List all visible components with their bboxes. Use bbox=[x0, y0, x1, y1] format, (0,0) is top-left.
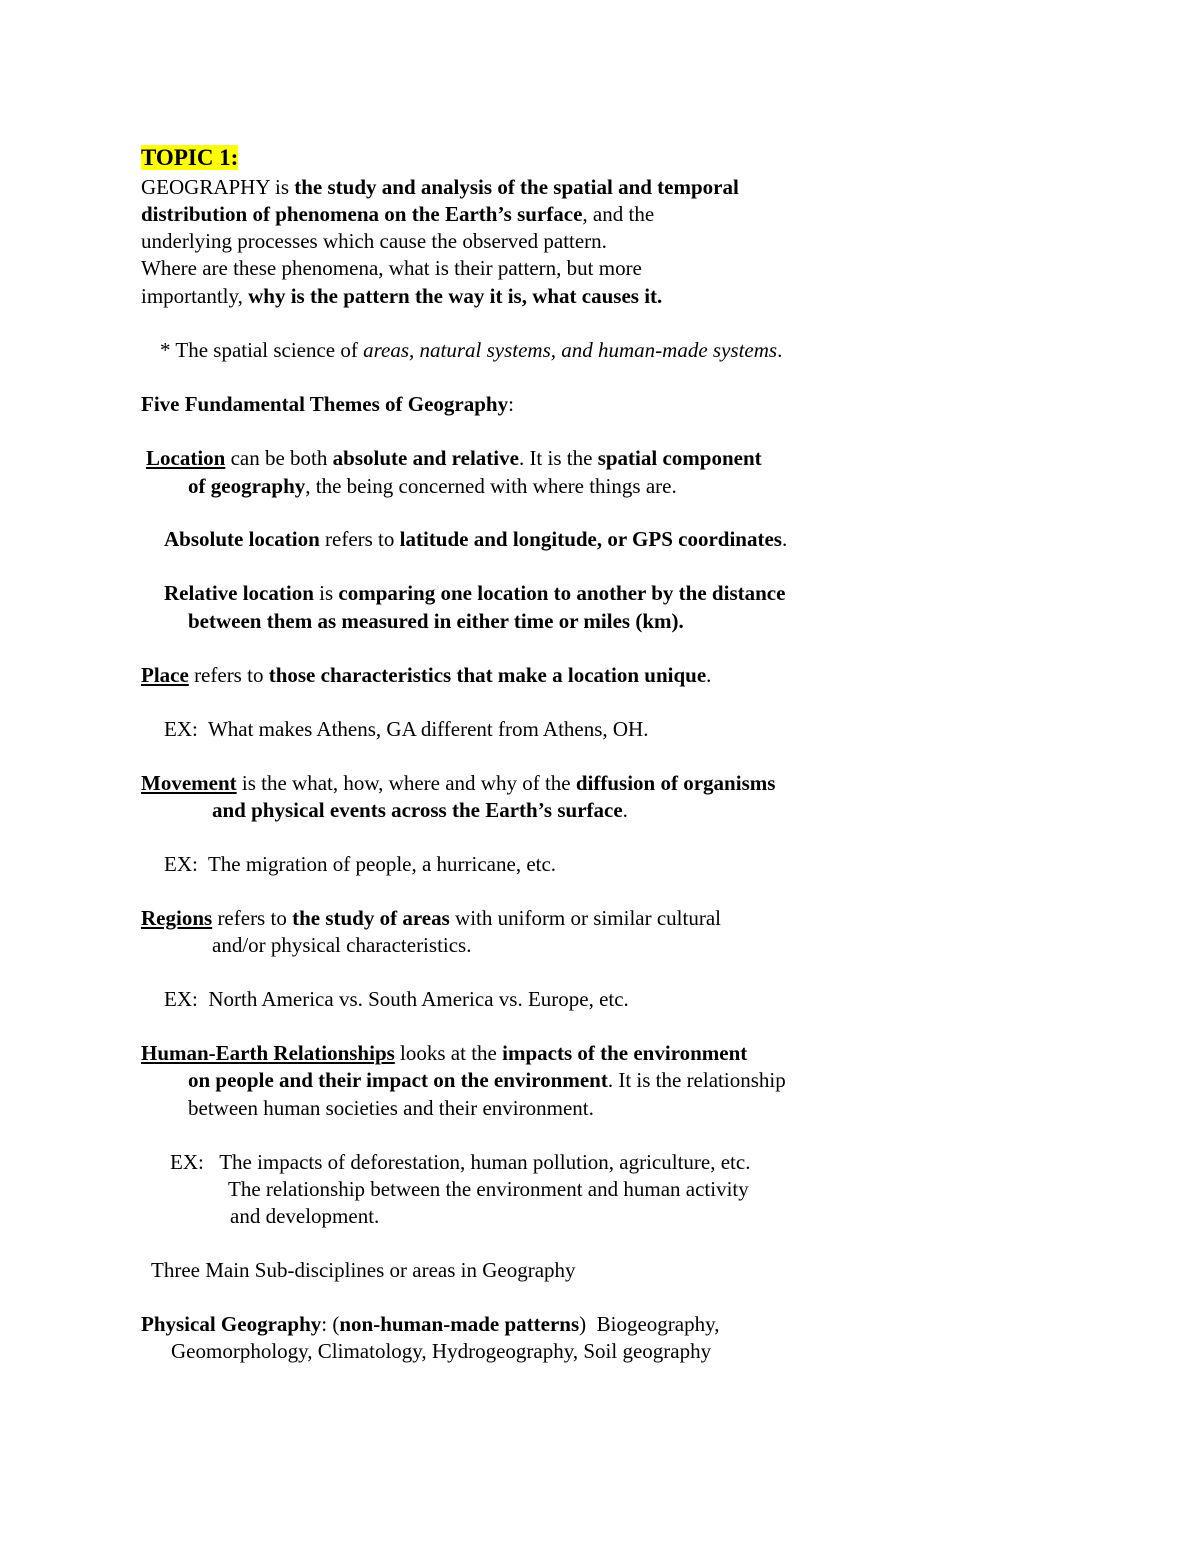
human-earth-term: Human-Earth Relationships bbox=[141, 1041, 395, 1065]
text-run: importantly, bbox=[141, 284, 249, 308]
regions-line-1 bbox=[141, 905, 721, 932]
geo-def-line-3 bbox=[141, 228, 607, 255]
movement-line-2 bbox=[212, 797, 628, 824]
bold-run: the study of areas bbox=[292, 906, 450, 930]
bold-run: and physical events across the Earth’s surface bbox=[212, 798, 623, 822]
physical-geography-line-2 bbox=[171, 1338, 711, 1365]
text-run: . It is the relationship bbox=[607, 1068, 786, 1092]
geo-def-line-1 bbox=[141, 174, 739, 201]
physical-geography-term: Physical Geography bbox=[141, 1312, 322, 1336]
text-run: Three Main Sub-disciplines or areas in Geography bbox=[151, 1258, 576, 1282]
text-run: , the being concerned with where things are. bbox=[305, 474, 677, 498]
human-earth-example-1 bbox=[170, 1149, 750, 1176]
geo-def-line-2 bbox=[141, 201, 654, 228]
geo-def-line-4 bbox=[141, 255, 642, 282]
text-run: . bbox=[781, 527, 788, 551]
place-example bbox=[164, 716, 648, 743]
text-run: ) Biogeography, bbox=[579, 1312, 720, 1336]
text-run: . bbox=[622, 798, 628, 822]
regions-term: Regions bbox=[141, 906, 213, 930]
bold-run: why is the pattern the way it is, what causes it. bbox=[248, 284, 663, 308]
place-line bbox=[141, 662, 711, 689]
text-run: Where are these phenomena, what is their pattern, but more bbox=[141, 256, 642, 280]
relative-location-term: Relative location bbox=[164, 581, 314, 605]
human-earth-line-2 bbox=[188, 1067, 786, 1094]
bold-run: distribution of phenomena on the Earth’s surface bbox=[141, 202, 583, 226]
text-run: looks at the bbox=[394, 1041, 503, 1065]
text-run: * The spatial science of bbox=[160, 338, 364, 362]
geography-term: GEOGRAPHY bbox=[141, 175, 270, 199]
text-run: EX: What makes Athens, GA different from Athens, OH. bbox=[164, 717, 649, 741]
bold-run: of geography bbox=[188, 474, 306, 498]
text-run: , and the bbox=[582, 202, 655, 226]
text-run: EX: North America vs. South America vs. Europe, etc. bbox=[164, 987, 629, 1011]
italic-run: areas, natural systems, and human-made systems bbox=[363, 338, 778, 362]
bold-run: spatial component bbox=[597, 446, 762, 470]
absolute-location-term: Absolute location bbox=[164, 527, 320, 551]
topic-heading bbox=[141, 144, 238, 171]
location-term: Location bbox=[146, 446, 226, 470]
text-run: . bbox=[777, 338, 783, 362]
physical-geography-line-1 bbox=[141, 1311, 719, 1338]
bold-run: on people and their impact on the environment bbox=[188, 1068, 608, 1092]
human-earth-example-2 bbox=[228, 1176, 749, 1203]
text-run: is the what, how, where and why of the bbox=[236, 771, 576, 795]
text-run: : bbox=[508, 392, 514, 416]
human-earth-line-3 bbox=[188, 1095, 594, 1122]
relative-location-line-2 bbox=[188, 608, 684, 635]
human-earth-example-3 bbox=[230, 1203, 379, 1230]
regions-line-2 bbox=[212, 932, 471, 959]
text-run: . bbox=[706, 663, 712, 687]
subdisciplines-heading bbox=[151, 1257, 576, 1284]
movement-term: Movement bbox=[141, 771, 237, 795]
bold-run: the study and analysis of the spatial and temporal bbox=[294, 175, 739, 199]
regions-example bbox=[164, 986, 629, 1013]
place-term: Place bbox=[141, 663, 189, 687]
absolute-location-line bbox=[164, 526, 787, 553]
bold-run: between them as measured in either time or miles (km). bbox=[188, 609, 684, 633]
text-run: : ( bbox=[321, 1312, 340, 1336]
text-run: . It is the bbox=[518, 446, 598, 470]
geo-def-line-5 bbox=[141, 283, 662, 310]
spatial-note bbox=[160, 337, 782, 364]
bold-run: diffusion of organisms bbox=[575, 771, 776, 795]
location-line-1 bbox=[146, 445, 762, 472]
text-run: is bbox=[269, 175, 295, 199]
text-run: underlying processes which cause the observed pattern. bbox=[141, 229, 607, 253]
text-run: between human societies and their environment. bbox=[188, 1096, 594, 1120]
text-run: EX: The migration of people, a hurricane, etc. bbox=[164, 852, 557, 876]
movement-example bbox=[164, 851, 556, 878]
text-run: Geomorphology, Climatology, Hydrogeography, Soil geography bbox=[171, 1339, 712, 1363]
text-run: can be both bbox=[225, 446, 333, 470]
bold-run: absolute and relative bbox=[332, 446, 519, 470]
relative-location-line-1 bbox=[164, 580, 785, 607]
text-run: The relationship between the environment and human activity bbox=[228, 1177, 749, 1201]
text-run: refers to bbox=[319, 527, 400, 551]
human-earth-line-1 bbox=[141, 1040, 747, 1067]
text-run: and development. bbox=[230, 1204, 380, 1228]
text-run: and/or physical characteristics. bbox=[212, 933, 472, 957]
bold-run: impacts of the environment bbox=[502, 1041, 748, 1065]
text-run: refers to bbox=[188, 663, 269, 687]
bold-run: non-human-made patterns bbox=[339, 1312, 580, 1336]
location-line-2 bbox=[188, 473, 677, 500]
topic-label: TOPIC 1: bbox=[141, 145, 239, 170]
bold-run: Five Fundamental Themes of Geography bbox=[141, 392, 509, 416]
text-run: is bbox=[313, 581, 339, 605]
movement-line-1 bbox=[141, 770, 775, 797]
bold-run: those characteristics that make a location unique bbox=[268, 663, 707, 687]
text-run: with uniform or similar cultural bbox=[449, 906, 721, 930]
bold-run: comparing one location to another by the distance bbox=[338, 581, 786, 605]
themes-heading bbox=[141, 391, 514, 418]
bold-run: latitude and longitude, or GPS coordinates bbox=[399, 527, 782, 551]
text-run: EX: The impacts of deforestation, human pollution, agriculture, etc. bbox=[170, 1150, 751, 1174]
text-run: refers to bbox=[212, 906, 293, 930]
